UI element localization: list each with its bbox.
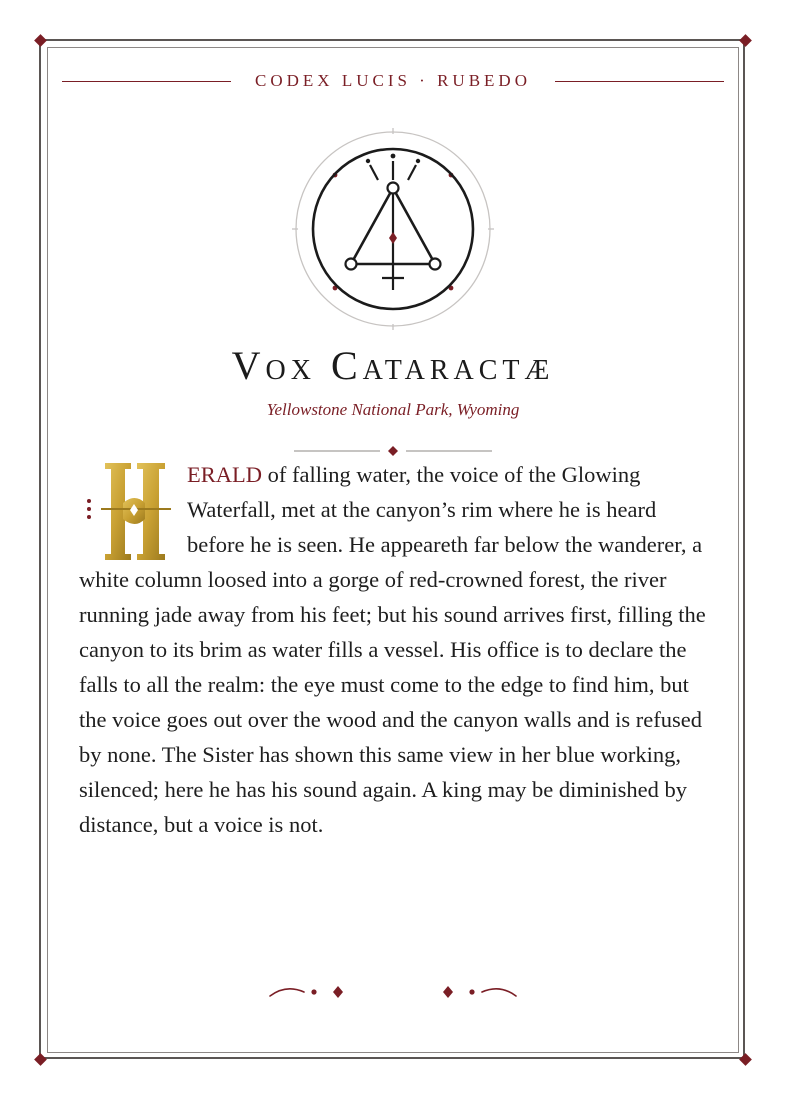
page-header — [62, 66, 724, 96]
entry-body — [79, 457, 711, 842]
entry-title: Vox Cataractæ — [231, 343, 555, 388]
header-rule-left — [62, 81, 231, 82]
header-title: CODEX LUCIS · RUBEDO — [255, 71, 531, 90]
lead-word: ERALD — [187, 462, 262, 487]
illuminated-h-initial-icon — [79, 461, 183, 562]
entry-location: Yellowstone National Park, Wyoming — [266, 400, 520, 419]
alchemical-triangle-sigil-icon — [292, 128, 494, 330]
header-rule-right — [555, 81, 724, 82]
entry-body-text: of falling water, the voice of the Glowing Waterfall, met at the canyon’s rim where he is heard before he is seen. He appeareth far below the wanderer, a white column loosed into a gorge of red-crowned forest, the river running jade away from his feet; but his sound arrives first, filling the canyon to its brim as water fills a vessel. His office is to declare the falls to all the realm: the eye must come to the edge to find him, but the voice goes out over the wood and the canyon walls and is refused by none. The Sister has shown this same view in her blue working, silenced; here he has his sound again. A king may be diminished by distance, but a voice is not. — [79, 462, 706, 837]
closing-flourish-ornament — [262, 978, 524, 1008]
drop-cap — [79, 461, 183, 562]
